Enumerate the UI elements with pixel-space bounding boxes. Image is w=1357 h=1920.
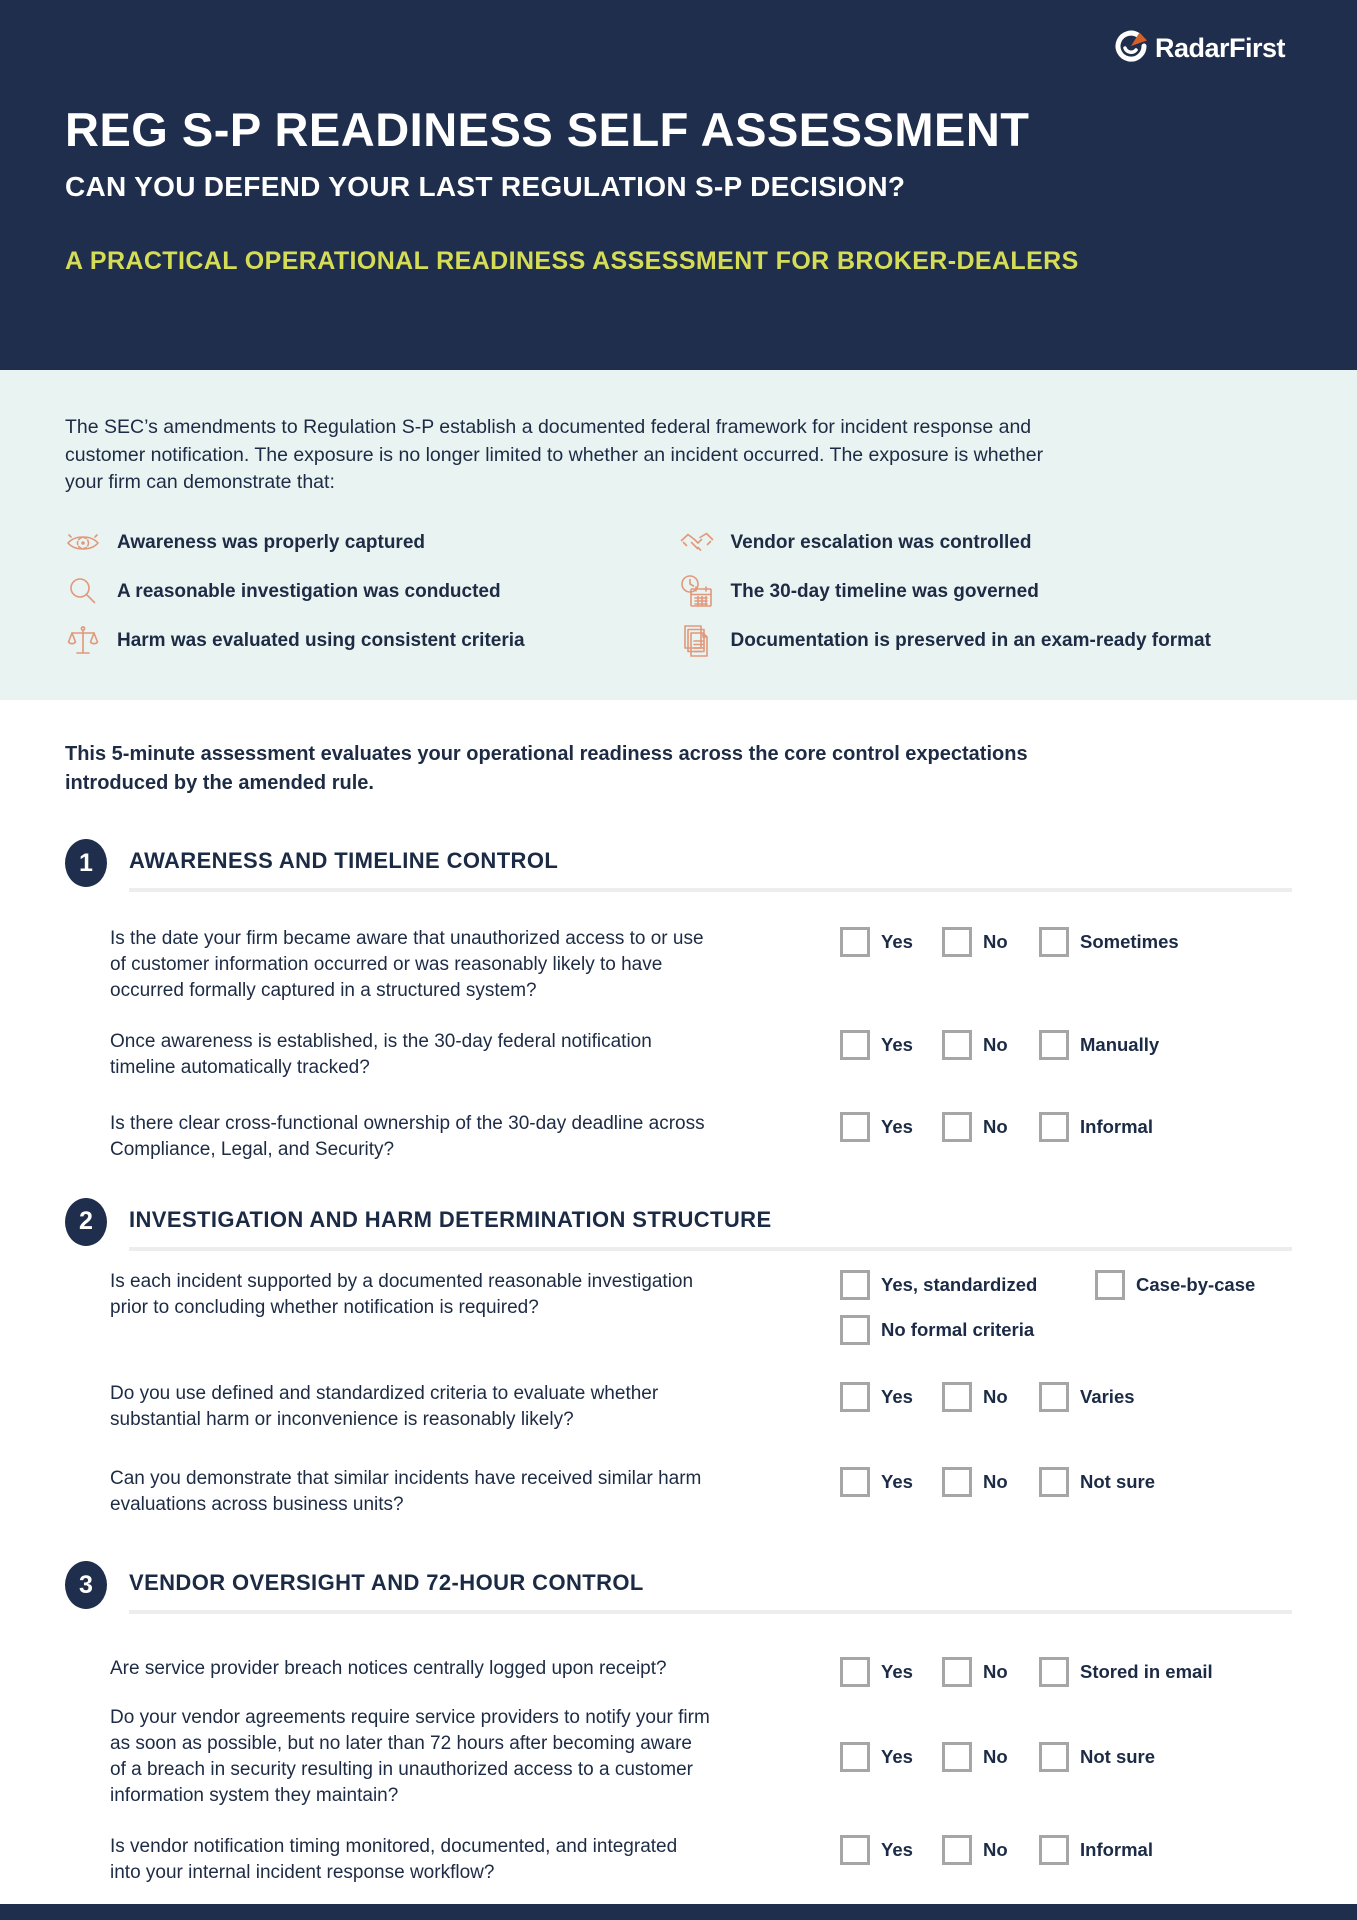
option-label: Yes <box>881 1471 913 1493</box>
question-list <box>110 1656 1292 1886</box>
option-yes[interactable] <box>840 1835 942 1865</box>
checkbox[interactable] <box>840 927 870 957</box>
option-label: Not sure <box>1080 1746 1156 1768</box>
option-yes[interactable] <box>840 1030 942 1060</box>
question-text: Once awareness is established, is the 30-day federal notification timeline automatically tracked? <box>110 1031 652 1079</box>
question-row <box>110 926 1292 1003</box>
option-label: No <box>983 1661 1008 1683</box>
option-group <box>840 1382 1292 1412</box>
question-text: Do your vendor agreements require service providers to notify your firm as soon as possible, but no later than 72 hours after becoming aware of a breach in security resulting in unauthorized access to a customer information system they maintain? <box>110 1707 710 1806</box>
checkbox[interactable] <box>1039 1742 1069 1772</box>
option-informal[interactable] <box>1039 1112 1153 1142</box>
section-awareness-timeline <box>65 834 1292 1163</box>
checkbox[interactable] <box>942 1742 972 1772</box>
question-text: Is there clear cross-functional ownership of the 30-day deadline across Compliance, Legal, and Security? <box>110 1113 705 1160</box>
checkbox[interactable] <box>1039 1112 1069 1142</box>
option-group <box>840 1657 1292 1687</box>
section-number-badge: 2 <box>65 1198 107 1246</box>
section-title-rule <box>129 1207 1292 1251</box>
question-row <box>110 1705 1292 1808</box>
question-text: Is each incident supported by a documented reasonable investigation prior to concluding whether notification is required? <box>110 1270 694 1318</box>
section-vendor-oversight <box>65 1556 1292 1886</box>
eye-icon <box>65 525 101 561</box>
list-item <box>65 574 679 610</box>
checkbox[interactable] <box>1039 1835 1069 1865</box>
option-label: Yes, standardized <box>881 1273 1038 1295</box>
section-title: VENDOR OVERSIGHT AND 72-HOUR CONTROL <box>129 1570 644 1596</box>
option-label: No <box>983 1034 1008 1056</box>
option-not-sure[interactable] <box>1039 1742 1155 1772</box>
checkbox[interactable] <box>942 1382 972 1412</box>
section-number-badge: 1 <box>65 839 107 887</box>
option-label: No <box>983 1471 1008 1493</box>
option-label: Informal <box>1080 1839 1153 1861</box>
option-case-by-case[interactable] <box>1095 1270 1255 1300</box>
list-item <box>679 623 1293 659</box>
option-label: Yes <box>881 931 913 952</box>
checkbox[interactable] <box>942 1030 972 1060</box>
option-label: Yes <box>881 1385 913 1407</box>
list-item <box>679 525 1293 561</box>
option-yes-standardized[interactable] <box>840 1270 1095 1300</box>
option-no[interactable] <box>942 1835 1039 1865</box>
checkbox[interactable] <box>1039 927 1069 957</box>
section-title-rule <box>129 1570 1292 1614</box>
benefit-bullets <box>65 525 1292 659</box>
bullet-label: Documentation is preserved in an exam-ready format <box>730 630 1211 652</box>
option-no[interactable] <box>942 1467 1039 1497</box>
checkbox[interactable] <box>840 1467 870 1497</box>
question-text: Are service provider breach notices centrally logged upon receipt? <box>110 1658 667 1680</box>
option-label: No <box>983 1746 1008 1768</box>
checkbox[interactable] <box>1039 1382 1069 1412</box>
checkbox[interactable] <box>942 1835 972 1865</box>
bullet-label: A reasonable investigation was conducted <box>117 581 501 603</box>
option-yes[interactable] <box>840 927 942 957</box>
question-row <box>110 1111 1292 1163</box>
option-label: Varies <box>1080 1385 1135 1407</box>
option-label: Yes <box>881 1661 913 1683</box>
list-item <box>65 525 679 561</box>
option-stored-in-email[interactable] <box>1039 1657 1213 1687</box>
option-label: Yes <box>881 1116 913 1138</box>
option-no[interactable] <box>942 1030 1039 1060</box>
lead-text: This 5-minute assessment evaluates your operational readiness across the core control expectations introduced by the amended rule. <box>65 743 1028 794</box>
option-label: Manually <box>1080 1034 1160 1056</box>
option-no[interactable] <box>942 1112 1039 1142</box>
question-text: Can you demonstrate that similar incidents have received similar harm evaluations across business units? <box>110 1468 702 1516</box>
option-group <box>840 1270 1292 1345</box>
option-label: Case-by-case <box>1136 1273 1256 1295</box>
option-label: Sometimes <box>1080 931 1179 952</box>
checkbox[interactable] <box>942 1112 972 1142</box>
option-group <box>840 1112 1292 1142</box>
option-yes[interactable] <box>840 1382 942 1412</box>
checkbox[interactable] <box>942 927 972 957</box>
option-varies[interactable] <box>1039 1382 1135 1412</box>
bullet-label: The 30-day timeline was governed <box>730 581 1039 603</box>
documents-icon <box>679 623 715 659</box>
question-row <box>110 1466 1292 1518</box>
bullet-label: Awareness was properly captured <box>117 532 425 554</box>
bullet-label: Harm was evaluated using consistent criteria <box>117 630 525 652</box>
section-title: INVESTIGATION AND HARM DETERMINATION STRUCTURE <box>129 1206 772 1232</box>
option-group <box>840 1030 1292 1060</box>
option-label: Yes <box>881 1839 913 1861</box>
bullet-label: Vendor escalation was controlled <box>730 532 1032 554</box>
question-row <box>110 1029 1292 1081</box>
radarfirst-logo-icon <box>1115 30 1147 67</box>
list-item <box>65 623 679 659</box>
magnifier-icon <box>65 574 101 610</box>
question-list <box>110 926 1292 1163</box>
option-label: No <box>983 931 1008 952</box>
header <box>0 0 1357 370</box>
option-label: Not sure <box>1080 1471 1156 1493</box>
option-label: Yes <box>881 1746 913 1768</box>
option-label: Informal <box>1080 1116 1153 1138</box>
option-no[interactable] <box>942 927 1039 957</box>
option-yes[interactable] <box>840 1112 942 1142</box>
option-group <box>840 1467 1292 1497</box>
checkbox[interactable] <box>1039 1657 1069 1687</box>
list-item <box>679 574 1293 610</box>
option-label: Yes <box>881 1034 913 1056</box>
option-label: No <box>983 1116 1008 1138</box>
option-group <box>840 1835 1292 1865</box>
option-sometimes[interactable] <box>1039 927 1179 957</box>
option-yes[interactable] <box>840 1742 942 1772</box>
checkbox[interactable] <box>840 1315 870 1345</box>
checkbox[interactable] <box>840 1835 870 1865</box>
scales-icon <box>65 623 101 659</box>
option-group <box>840 927 1292 957</box>
option-label: Stored in email <box>1080 1661 1213 1683</box>
option-label: No formal criteria <box>881 1318 1035 1340</box>
section-header <box>65 834 1292 892</box>
question-row <box>110 1269 1292 1345</box>
question-row <box>110 1656 1292 1687</box>
checkbox[interactable] <box>840 1030 870 1060</box>
bullet-column-right <box>679 525 1293 659</box>
checkbox[interactable] <box>840 1270 870 1300</box>
calendar-clock-icon <box>679 574 715 610</box>
page-tagline: A PRACTICAL OPERATIONAL READINESS ASSESSMENT FOR BROKER-DEALERS <box>65 247 1079 275</box>
checkbox[interactable] <box>1039 1030 1069 1060</box>
option-no[interactable] <box>942 1742 1039 1772</box>
intro-paragraph: The SEC’s amendments to Regulation S-P establish a documented federal framework for incident response and customer notification. The exposure is no longer limited to whether an incident occurred. The exposure is whether your firm can demonstrate that: <box>65 416 1044 494</box>
checkbox[interactable] <box>840 1657 870 1687</box>
radarfirst-logo <box>1115 30 1285 67</box>
option-group <box>840 1742 1292 1772</box>
question-row <box>110 1381 1292 1433</box>
question-text: Is the date your firm became aware that unauthorized access to or use of customer information occurred or was reasonably likely to have occurred formally captured in a structured system? <box>110 928 704 1001</box>
checkbox[interactable] <box>840 1112 870 1142</box>
option-yes[interactable] <box>840 1467 942 1497</box>
question-list <box>110 1269 1292 1518</box>
section-number-badge: 3 <box>65 1561 107 1609</box>
section-header <box>65 1193 1292 1251</box>
checkbox[interactable] <box>942 1467 972 1497</box>
checkbox[interactable] <box>840 1742 870 1772</box>
question-text: Is vendor notification timing monitored, documented, and integrated into your internal incident response workflow? <box>110 1836 678 1884</box>
option-no[interactable] <box>942 1657 1039 1687</box>
handshake-icon <box>679 525 715 561</box>
option-not-sure[interactable] <box>1039 1467 1155 1497</box>
section-header <box>65 1556 1292 1614</box>
option-label: No <box>983 1839 1008 1861</box>
question-text: Do you use defined and standardized criteria to evaluate whether substantial harm or inconvenience is reasonably likely? <box>110 1382 659 1430</box>
page-subtitle: CAN YOU DEFEND YOUR LAST REGULATION S-P DECISION? <box>65 171 906 202</box>
brand-name: RadarFirst <box>1154 33 1285 63</box>
checkbox[interactable] <box>1039 1467 1069 1497</box>
intro-band <box>0 370 1357 700</box>
option-no[interactable] <box>942 1382 1039 1412</box>
section-title: AWARENESS AND TIMELINE CONTROL <box>129 848 559 873</box>
section-investigation-harm <box>65 1193 1292 1518</box>
bottom-accent-bar <box>0 1904 1357 1920</box>
option-manually[interactable] <box>1039 1030 1159 1060</box>
question-row <box>110 1834 1292 1886</box>
checkbox[interactable] <box>840 1382 870 1412</box>
bullet-column-left <box>65 525 679 659</box>
option-informal[interactable] <box>1039 1835 1153 1865</box>
option-label: No <box>983 1385 1008 1407</box>
checkbox[interactable] <box>942 1657 972 1687</box>
option-no-formal-criteria[interactable] <box>840 1315 1292 1345</box>
checkbox[interactable] <box>1095 1270 1125 1300</box>
page-title: REG S-P READINESS SELF ASSESSMENT <box>65 103 1030 156</box>
option-yes[interactable] <box>840 1657 942 1687</box>
section-title-rule <box>129 848 1292 892</box>
